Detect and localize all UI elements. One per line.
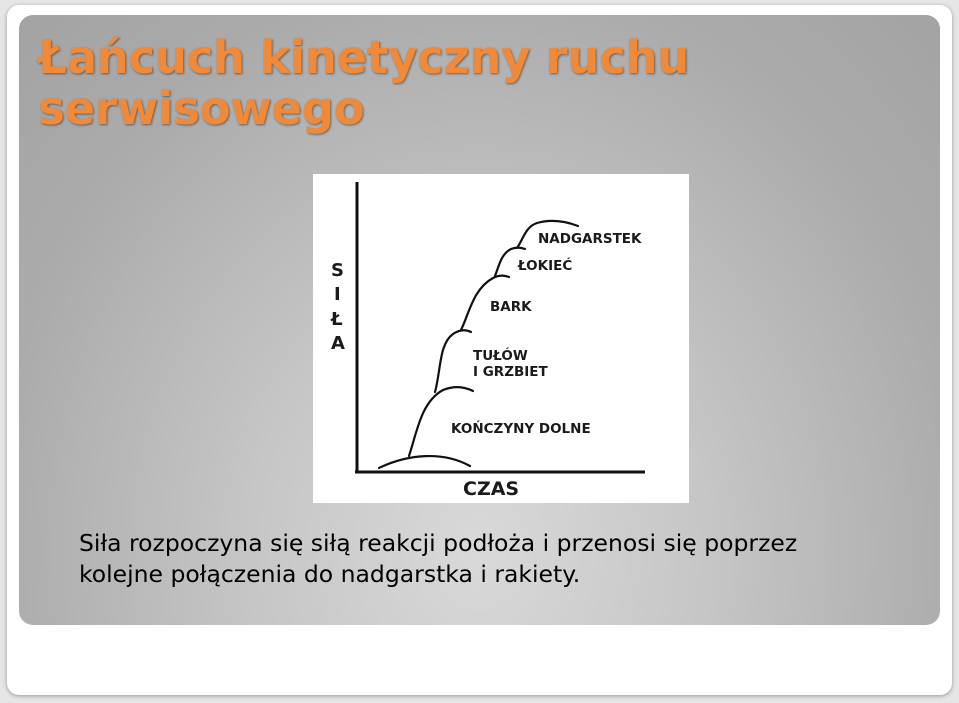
label-tulow-line1: TUŁÓW [473,348,528,364]
curve-tulow [435,330,471,392]
label-bark: BARK [490,299,532,315]
diagram-svg [313,174,689,503]
y-axis-letter-3: Ł [331,309,343,330]
label-lokiec: ŁOKIEĆ [518,258,573,274]
y-axis-letter-4: A [331,333,345,354]
label-tulow-line2: I GRZBIET [473,364,548,380]
label-konczyny: KOŃCZYNY DOLNE [451,421,591,437]
y-axis-letter-1: S [331,260,344,281]
slide-title-line-2: serwisowego [38,82,365,135]
curve-ground-hump [379,456,470,468]
x-axis-label: CZAS [463,478,520,500]
slide-caption: Siła rozpoczyna się siłą reakcji podłoża i przenosi się poprzez kolejne połączenia do nadgarstka i rakiety. [79,529,798,588]
y-axis-letter-2: I [334,284,341,305]
slide-title [38,32,689,134]
label-nadgarstek: NADGARSTEK [538,231,642,247]
kinetic-chain-diagram [313,174,689,503]
slide-title-line-1: Łańcuch kinetyczny ruchu [38,31,689,84]
